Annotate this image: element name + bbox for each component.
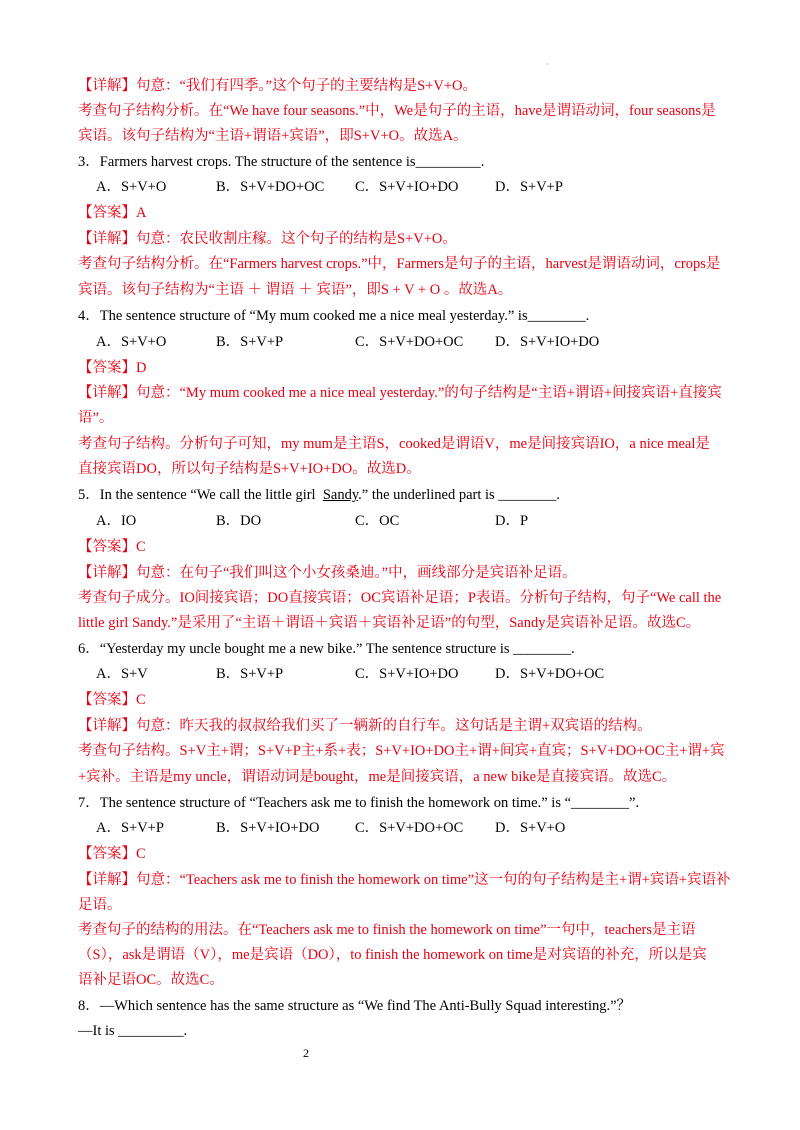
question-5-text: 5．In the sentence “We call the little girl (78, 487, 316, 503)
answer-line: 【答案】A (78, 205, 147, 221)
option-b: B．S+V+P (216, 666, 284, 682)
question-3: 3．Farmers harvest crops. The structure of the sentence is_________. (78, 154, 485, 170)
explanation-line: 直接宾语DO，所以句子结构是S+V+IO+DO。故选D。 (78, 461, 421, 477)
explanation-line: 考查句子结构。分析句子可知，my mum是主语S，cooked是谓语V，me是间接宾语IO，a nice meal是 (78, 436, 710, 452)
explanation-line: +宾补。主语是my uncle，谓语动词是bought，me是间接宾语，a new bike是直接宾语。故选C。 (78, 769, 677, 785)
explanation-line: （S），ask是谓语（V），me是宾语（DO），to finish the homework on time是对宾语的补充，所以是宾 (78, 947, 707, 963)
explanation-line: 足语。 (78, 897, 122, 913)
question-4: 4．The sentence structure of “My mum cooked me a nice meal yesterday.” is________. (78, 308, 590, 324)
option-d: D．P (495, 513, 529, 529)
option-a: A．S+V+O (96, 334, 167, 350)
option-a: A．S+V+P (96, 820, 164, 836)
question-5-text-end: .” the underlined part is ________. (358, 487, 560, 503)
option-a: A．IO (96, 513, 137, 529)
explanation-line: 考查句子结构分析。在“We have four seasons.”中，We是句子的主语，have是谓语动词，four seasons是 (78, 103, 716, 119)
explanation-line: 宾语。该句子结构为“主语 ＋ 谓语 ＋ 宾语”，即S + V + O 。故选A。 (78, 282, 513, 298)
answer-line: 【答案】C (78, 846, 146, 862)
question-6: 6．“Yesterday my uncle bought me a new bike.” The sentence structure is ________. (78, 641, 575, 657)
option-b: B．S+V+IO+DO (216, 820, 320, 836)
option-d: D．S+V+O (495, 820, 566, 836)
option-d: D．S+V+P (495, 179, 563, 195)
answer-line: 【答案】D (78, 360, 147, 376)
option-d: D．S+V+DO+OC (495, 666, 605, 682)
explanation-line: 考查句子成分。IO间接宾语；DO直接宾语；OC宾语补足语；P表语。分析句子结构，句子“We call the (78, 590, 722, 606)
explanation-line: 考查句子的结构的用法。在“Teachers ask me to finish the homework on time”一句中，teachers是主语 (78, 922, 696, 938)
question-8-blank: —It is _________. (78, 1023, 188, 1039)
option-b: B．S+V+P (216, 334, 284, 350)
option-c: C．OC (355, 513, 400, 529)
option-b: B．S+V+DO+OC (216, 179, 325, 195)
explanation-line: 考查句子结构。S+V主+谓；S+V+P主+系+表；S+V+IO+DO主+谓+间宾+直宾；S+V+DO+OC主+谓+宾 (78, 743, 725, 759)
explanation-line: 语”。 (78, 410, 114, 426)
explanation-line: 【详解】句意：昨天我的叔叔给我们买了一辆新的自行车。这句话是主谓+双宾语的结构。 (78, 718, 652, 734)
explanation-line: little girl Sandy.”是采用了“主语＋谓语＋宾语＋宾语补足语”的句型，Sandy是宾语补足语。故选C。 (78, 615, 701, 631)
option-c: C．S+V+DO+OC (355, 820, 464, 836)
option-c: C．S+V+IO+DO (355, 666, 459, 682)
answer-line: 【答案】C (78, 539, 146, 555)
answer-line: 【答案】C (78, 692, 146, 708)
explanation-line: 语补足语OC。故选C。 (78, 972, 224, 988)
option-c: C．S+V+IO+DO (355, 179, 459, 195)
option-d: D．S+V+IO+DO (495, 334, 600, 350)
option-c: C．S+V+DO+OC (355, 334, 464, 350)
question-8: 8．—Which sentence has the same structure as “We find The Anti-Bully Squad interesting.”？ (78, 998, 632, 1014)
question-5 (78, 485, 560, 505)
underlined-word: Sandy (322, 487, 359, 503)
explanation-line: 宾语。该句子结构为“主语+谓语+宾语”，即S+V+O。故选A。 (78, 128, 468, 144)
explanation-line: 【详解】句意：“My mum cooked me a nice meal yesterday.”的句子结构是“主语+谓语+间接宾语+直接宾 (78, 385, 722, 401)
explanation-line: 【详解】句意：“Teachers ask me to finish the homework on time”这一句的句子结构是主+谓+宾语+宾语补 (78, 872, 731, 888)
explanation-line: 【详解】句意：在句子“我们叫这个小女孩桑迪。”中，画线部分是宾语补足语。 (78, 565, 577, 581)
explanation-line: 【详解】句意：农民收割庄稼。这个句子的结构是S+V+O。 (78, 231, 457, 247)
explanation-line: 考查句子结构分析。在“Farmers harvest crops.”中，Farmers是句子的主语，harvest是谓语动词，crops是 (78, 256, 721, 272)
option-a: A．S+V+O (96, 179, 167, 195)
page-number: 2 (303, 1046, 309, 1060)
option-b: B．DO (216, 513, 262, 529)
top-dot-mark: · (546, 60, 549, 69)
explanation-line: 【详解】句意：“我们有四季。”这个句子的主要结构是S+V+O。 (78, 78, 477, 94)
option-a: A．S+V (96, 666, 148, 682)
question-7: 7．The sentence structure of “Teachers ask me to finish the homework on time.” is “________”. (78, 795, 640, 811)
